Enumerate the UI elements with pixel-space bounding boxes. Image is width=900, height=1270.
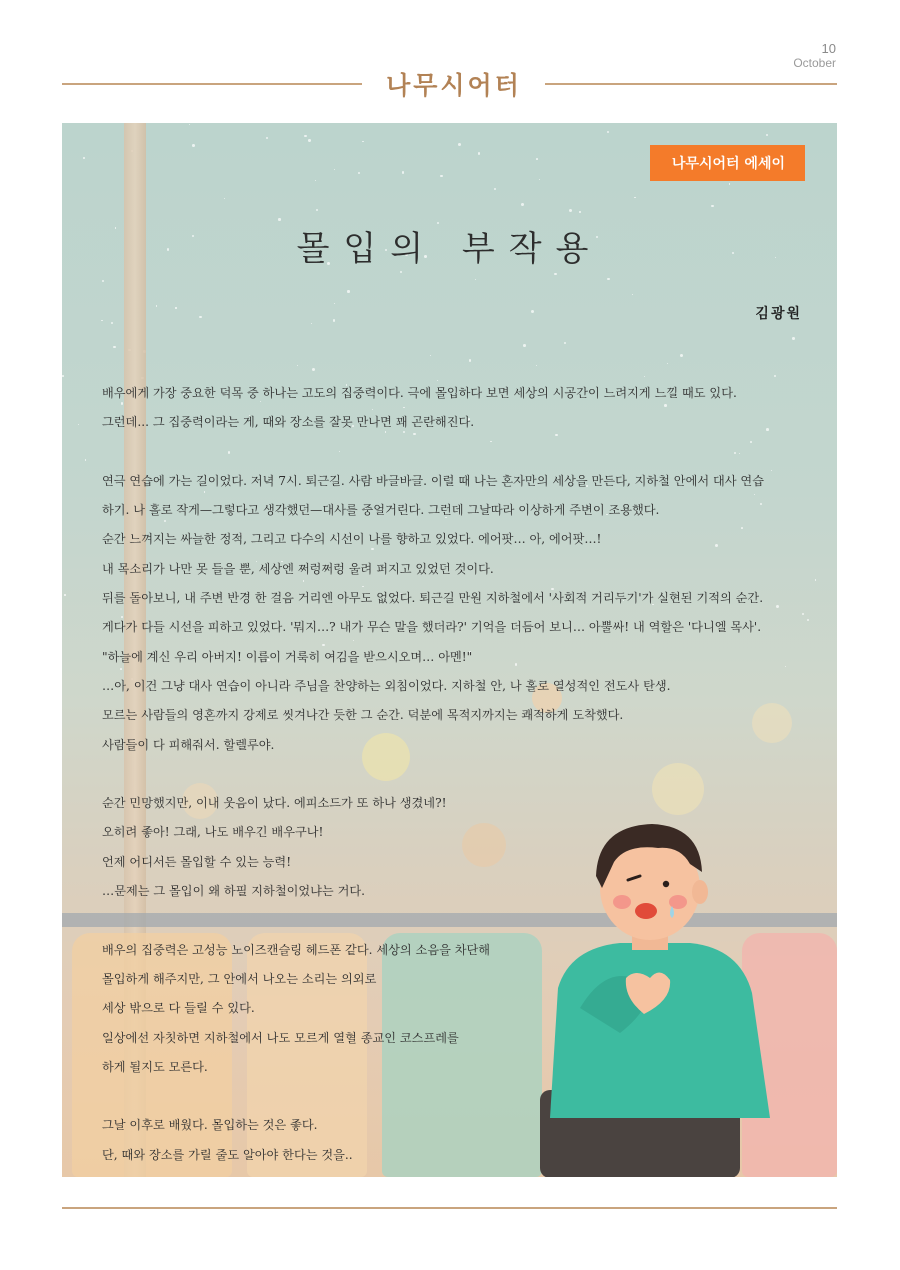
snow-speck (358, 172, 360, 174)
snow-speck (315, 180, 316, 181)
snow-speck (85, 459, 87, 461)
snow-speck (554, 273, 556, 275)
snow-speck (475, 279, 476, 280)
snow-speck (101, 320, 102, 321)
snow-speck (334, 169, 335, 170)
snow-speck (569, 209, 572, 212)
essay-category-badge: 나무시어터 에세이 (650, 145, 805, 181)
snow-speck (494, 188, 496, 190)
snow-speck (224, 198, 225, 199)
snow-speck (607, 278, 610, 281)
snow-speck (334, 303, 336, 305)
snow-speck (113, 346, 116, 349)
snow-speck (792, 337, 795, 340)
body-line: 그날 이후로 배웠다. 몰입하는 것은 좋다. (102, 1118, 318, 1133)
snow-speck (711, 205, 714, 208)
snow-speck (362, 141, 363, 142)
snow-speck (400, 271, 402, 273)
body-line: 모르는 사람들의 영혼까지 강제로 씻겨나간 듯한 그 순간. 덕분에 목적지까지는 쾌적하게 도착했다. (102, 708, 624, 723)
snow-speck (523, 344, 526, 347)
body-line: 내 목소리가 나만 못 들을 뿐, 세상엔 쩌렁쩌렁 울려 퍼지고 있었던 것이다. (102, 561, 494, 576)
body-line: 일상에선 자칫하면 지하철에서 나도 모르게 열혈 종교인 코스프레를 (102, 1030, 459, 1045)
snow-speck (311, 323, 312, 324)
snow-speck (83, 157, 85, 159)
body-line: …문제는 그 몰입이 왜 하필 지하철이었냐는 거다. (102, 884, 365, 899)
snow-speck (266, 137, 269, 140)
snow-speck (680, 354, 683, 357)
snow-speck (62, 375, 64, 377)
snow-speck (766, 134, 768, 136)
body-line: "하늘에 계신 우리 아버지! 이름이 거룩히 여김을 받으시오며… 아멘!" (102, 649, 473, 664)
page-number (793, 42, 836, 70)
snow-speck (469, 359, 472, 362)
magazine-logo: 나무시어터 (386, 71, 522, 100)
snow-speck (539, 179, 540, 180)
page-month: October (793, 56, 836, 70)
snow-speck (308, 139, 310, 141)
snow-speck (430, 355, 431, 356)
article-author: 김광원 (755, 306, 802, 322)
body-line: 배우에게 가장 중요한 덕목 중 하나는 고도의 집중력이다. 극에 몰입하다 보면 세상의 시공간이 느려지게 느낄 때도 있다. (102, 386, 737, 400)
snow-speck (304, 135, 306, 137)
snow-speck (64, 594, 65, 595)
snow-speck (634, 197, 635, 198)
body-line: …아, 이건 그냥 대사 연습이 아니라 주님을 찬양하는 외침이었다. 지하철 안, 나 홀로 열성적인 전도사 탄생. (102, 678, 671, 693)
body-line: 게다가 다들 시선을 피하고 있었다. '뭐지…? 내가 무슨 말을 했더라?' 기억을 더듬어 보니… 아뿔싸! 내 역할은 '다니엘 목사'. (102, 620, 762, 635)
body-line: 하기. 나 홀로 작게—그렇다고 생각했던—대사를 중얼거린다. 그런데 그날따라 이상하게 주변이 조용했다. (102, 503, 660, 518)
snow-speck (78, 424, 79, 425)
snow-speck (333, 319, 336, 322)
article-title: 몰입의 부작용 (296, 229, 603, 269)
snow-speck (440, 175, 442, 177)
body-line: 연극 연습에 가는 길이었다. 저녁 7시. 퇴근길. 사람 바글바글. 이럴 때 나는 혼자만의 세상을 만든다, 지하철 안에서 대사 연습 (102, 473, 764, 488)
snow-speck (175, 307, 176, 308)
snow-speck (644, 376, 645, 377)
snow-speck (192, 144, 195, 147)
snow-speck (564, 342, 566, 344)
body-line: 오히려 좋아! 그래, 나도 배우긴 배우구나! (102, 825, 324, 840)
body-line: 순간 민망했지만, 이내 웃음이 났다. 에피소드가 또 하나 생겼네?! (102, 796, 447, 811)
body-line: 사람들이 다 피해줘서. 할렐루야. (102, 737, 275, 752)
snow-speck (774, 375, 777, 378)
body-line: 순간 느껴지는 싸늘한 정적, 그리고 다수의 시선이 나를 향하고 있었다. 에어팟… 아, 에어팟…! (102, 532, 602, 547)
header-rule-right (545, 83, 837, 85)
snow-speck (189, 124, 190, 125)
snow-speck (579, 211, 580, 212)
header-rule-left (62, 83, 362, 85)
snow-speck (156, 305, 157, 306)
body-line: 세상 밖으로 다 들릴 수 있다. (102, 1001, 255, 1016)
body-line: 그런데... 그 집중력이라는 게, 때와 장소를 잘못 만나면 꽤 곤란해진다. (102, 415, 475, 430)
snow-speck (199, 316, 202, 319)
snow-speck (111, 322, 113, 324)
page-number-value: 10 (821, 41, 836, 56)
body-line: 뒤를 돌아보니, 내 주변 반경 한 걸음 거리엔 아무도 없었다. 퇴근길 만원 지하철에서 '사회적 거리두기'가 실현된 기적의 순간. (102, 591, 764, 606)
snow-speck (536, 365, 538, 367)
snow-speck (815, 579, 817, 581)
article-panel (62, 123, 837, 1177)
snow-speck (478, 152, 480, 154)
snow-speck (102, 280, 104, 282)
snow-speck (667, 363, 668, 364)
snow-speck (297, 365, 298, 366)
snow-speck (316, 209, 318, 211)
snow-speck (536, 158, 538, 160)
snow-speck (521, 203, 524, 206)
body-line: 단, 때와 장소를 가릴 줄도 알아야 한다는 것을.. (102, 1147, 353, 1162)
snow-speck (312, 368, 315, 371)
snow-speck (632, 294, 633, 295)
body-line: 배우의 집중력은 고성능 노이즈캔슬링 헤드폰 같다. 세상의 소음을 차단해 (102, 942, 491, 957)
snow-speck (347, 290, 349, 292)
man-hand-on-chest-icon (540, 818, 780, 1177)
snow-speck (531, 310, 534, 313)
snow-speck (458, 143, 461, 146)
snow-speck (729, 183, 731, 185)
snow-speck (607, 131, 609, 133)
footer-rule (62, 1207, 837, 1209)
snow-speck (402, 171, 405, 174)
body-line: 하게 될지도 모른다. (102, 1059, 208, 1074)
body-line: 언제 어디서든 몰입할 수 있는 능력! (102, 854, 292, 869)
body-line: 몰입하게 해주지만, 그 안에서 나오는 소리는 의외로 (102, 971, 377, 986)
